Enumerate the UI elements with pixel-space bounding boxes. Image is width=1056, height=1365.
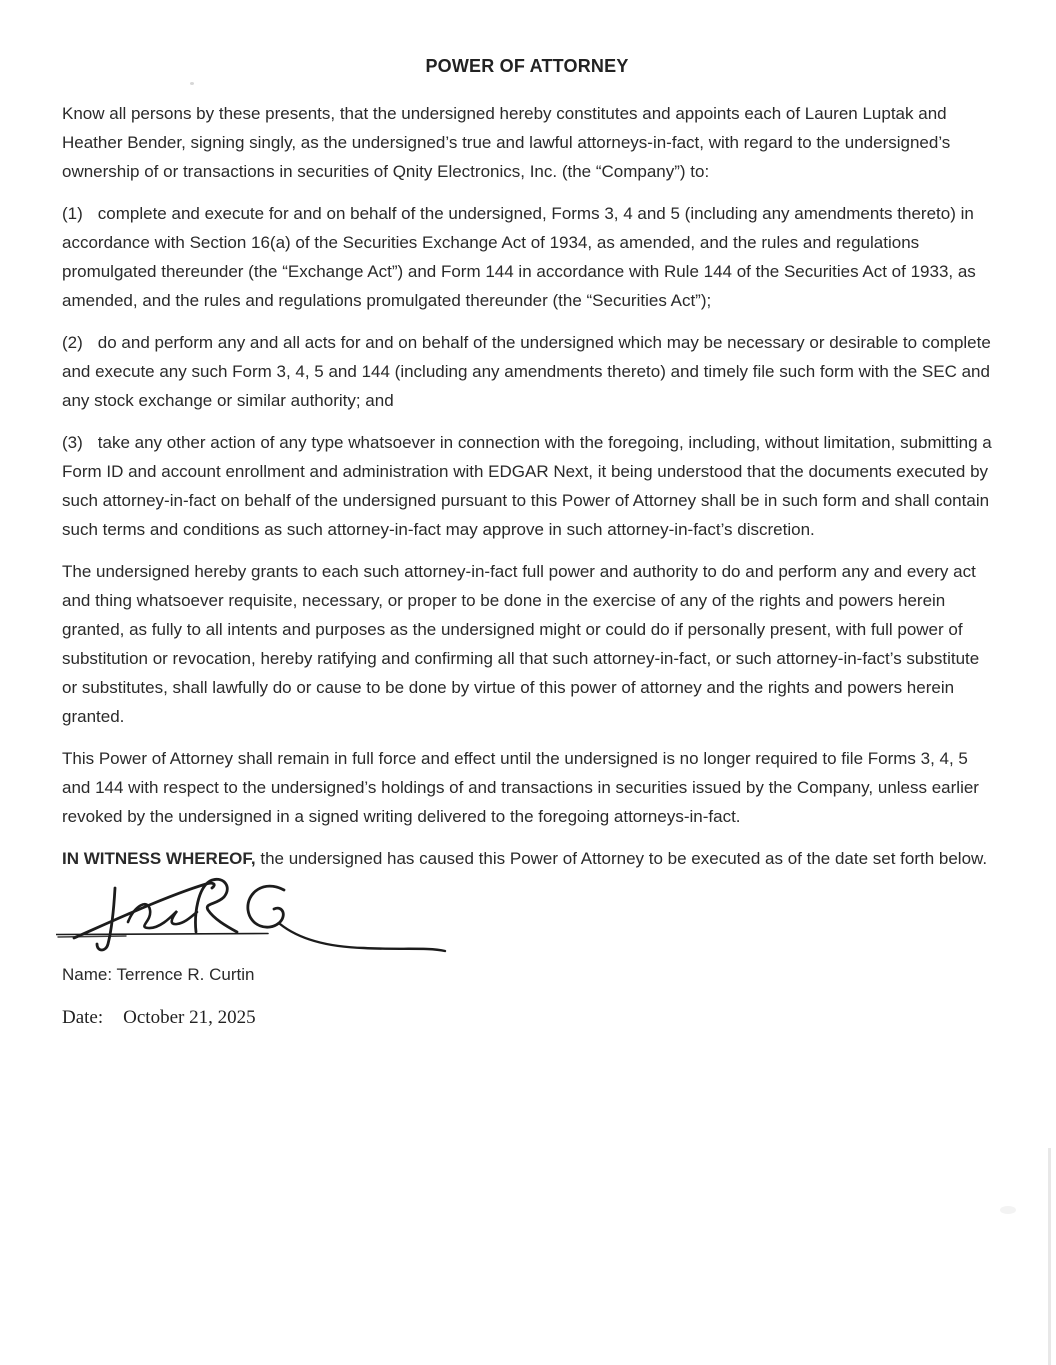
numbered-item-2 bbox=[62, 328, 992, 415]
duration-paragraph: This Power of Attorney shall remain in full force and effect until the undersigned is no longer required to file Forms 3, 4, 5 and 144 with respect to the undersigned’s holdings of and transactions in securities issued by the Company, unless earlier revoked by the undersigned in a signed writing delivered to the foregoing attorneys-in-fact. bbox=[62, 749, 979, 826]
handwritten-signature bbox=[56, 866, 476, 961]
document-title: POWER OF ATTORNEY bbox=[425, 56, 629, 76]
intro-paragraph: Know all persons by these presents, that the undersigned hereby constitutes and appoints each of Lauren Luptak and Heather Bender, signing singly, as the undersigned’s true and lawful attorneys-in-fact, with regard to the undersigned’s ownership of or transactions in securities of Qnity Electronics, Inc. (the “Company”) to: bbox=[62, 104, 951, 181]
item-3-number: (3) bbox=[62, 433, 83, 452]
item-3-text: take any other action of any type whatsoever in connection with the foregoing, including, without limitation, submitting a Form ID and account enrollment and administration with EDGAR Next, it being understood that the documents executed by such attorney-in-fact on behalf of the undersigned pursuant to this Power of Attorney shall be in such form and shall contain such terms and conditions as such attorney-in-fact may approve in such attorney-in-fact’s discretion. bbox=[62, 433, 992, 539]
signature-line bbox=[56, 934, 268, 935]
witness-paragraph bbox=[62, 844, 992, 873]
signature-block bbox=[62, 886, 992, 956]
witness-rest-text: the undersigned has caused this Power of Attorney to be executed as of the date set forth below. bbox=[255, 849, 988, 868]
signature-date-line bbox=[62, 1003, 992, 1033]
name-label: Name: bbox=[62, 965, 113, 984]
numbered-item-3 bbox=[62, 428, 992, 544]
item-2-number: (2) bbox=[62, 333, 83, 352]
item-2-text: do and perform any and all acts for and on behalf of the undersigned which may be necessary or desirable to complete and execute any such Form 3, 4, 5 and 144 (including any amendments thereto) and timely file such form with the SEC and any stock exchange or similar authority; and bbox=[62, 333, 991, 410]
item-1-number: (1) bbox=[62, 204, 83, 223]
date-value: October 21, 2025 bbox=[123, 1007, 256, 1028]
date-label: Date: bbox=[62, 1007, 104, 1028]
numbered-item-1 bbox=[62, 199, 992, 315]
grant-paragraph: The undersigned hereby grants to each such attorney-in-fact full power and authority to do and perform any and every act and thing whatsoever requisite, necessary, or proper to be done in the exercise of any of the rights and powers herein granted, as fully to all intents and purposes as the undersigned might or could do if personally present, with full power of substitution or revocation, hereby ratifying and confirming all that such attorney-in-fact, or such attorney-in-fact’s substitute or substitutes, shall lawfully do or cause to be done by virtue of this power of attorney and the rights and powers herein granted. bbox=[62, 562, 980, 726]
witness-bold-lead: IN WITNESS WHEREOF, bbox=[62, 849, 256, 868]
scan-smudge bbox=[1000, 1206, 1016, 1214]
name-value: Terrence R. Curtin bbox=[116, 965, 255, 984]
scan-edge-artifact bbox=[1048, 1148, 1051, 1365]
signatory-name-line bbox=[62, 960, 992, 989]
item-1-text: complete and execute for and on behalf of the undersigned, Forms 3, 4 and 5 (including any amendments thereto) in accordance with Section 16(a) of the Securities Exchange Act of 1934, as amended, and the rules and regulations promulgated thereunder (the “Exchange Act”) and Form 144 in accordance with Rule 144 of the Securities Act of 1933, as amended, and the rules and regulations promulgated thereunder (the “Securities Act”); bbox=[62, 204, 976, 310]
